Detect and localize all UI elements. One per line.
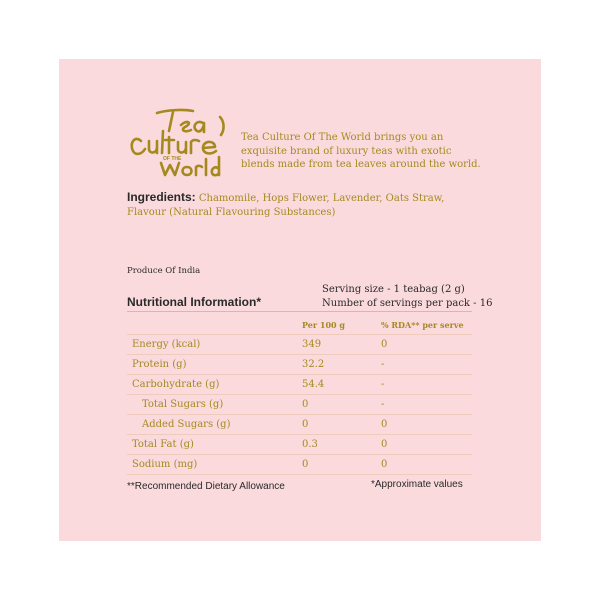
nutrition-table <box>127 315 472 475</box>
rda-value: 0 <box>381 415 472 435</box>
header-nutrient <box>127 315 302 335</box>
nutrient-name: Total Fat (g) <box>127 435 302 455</box>
header-rda: % RDA** per serve <box>381 315 472 335</box>
nutrient-name: Protein (g) <box>127 355 302 375</box>
rda-value: - <box>381 395 472 415</box>
table-row <box>127 355 472 375</box>
svg-text:OF THE: OF THE <box>163 156 182 162</box>
nutrition-title: Nutritional Information* <box>127 295 261 309</box>
per-100g-value: 0 <box>302 415 381 435</box>
per-100g-value: 32.2 <box>302 355 381 375</box>
table-row <box>127 415 472 435</box>
ingredients <box>127 190 477 220</box>
nutrient-name: Energy (kcal) <box>127 335 302 355</box>
table-row <box>127 455 472 475</box>
serving-info <box>322 283 542 311</box>
ingredients-label: Ingredients: <box>127 190 196 204</box>
rda-value: - <box>381 355 472 375</box>
table-row <box>127 435 472 455</box>
nutrient-name: Sodium (mg) <box>127 455 302 475</box>
nutrient-name: Carbohydrate (g) <box>127 375 302 395</box>
nutrient-name: Added Sugars (g) <box>127 415 302 435</box>
per-100g-value: 349 <box>302 335 381 355</box>
per-100g-value: 0 <box>302 395 381 415</box>
table-row <box>127 335 472 355</box>
divider <box>127 311 472 312</box>
serving-size: Serving size - 1 teabag (2 g) <box>322 284 465 295</box>
per-100g-value: 0 <box>302 455 381 475</box>
header-per-100g: Per 100 g <box>302 315 381 335</box>
rda-footnote: **Recommended Dietary Allowance <box>127 481 285 492</box>
produce-of-label: Produce Of India <box>127 266 201 276</box>
per-100g-value: 54.4 <box>302 375 381 395</box>
approx-footnote: *Approximate values <box>371 479 463 490</box>
per-100g-value: 0.3 <box>302 435 381 455</box>
rda-value: 0 <box>381 335 472 355</box>
brand-intro: Tea Culture Of The World brings you an exquisite brand of luxury teas with exotic blends made from tea leaves around the world. <box>241 132 481 170</box>
ingredients-text: Chamomile, Hops Flower, Lavender, Oats Straw, Flavour (Natural Flavouring Substances) <box>127 193 445 218</box>
rda-value: 0 <box>381 435 472 455</box>
table-row <box>127 375 472 395</box>
servings-per-pack: Number of servings per pack - 16 <box>322 298 493 309</box>
table-header-row <box>127 315 472 335</box>
nutrient-name: Total Sugars (g) <box>127 395 302 415</box>
rda-value: 0 <box>381 455 472 475</box>
tea-culture-logo <box>127 107 227 179</box>
rda-value: - <box>381 375 472 395</box>
table-row <box>127 395 472 415</box>
nutrition-panel <box>59 59 541 541</box>
